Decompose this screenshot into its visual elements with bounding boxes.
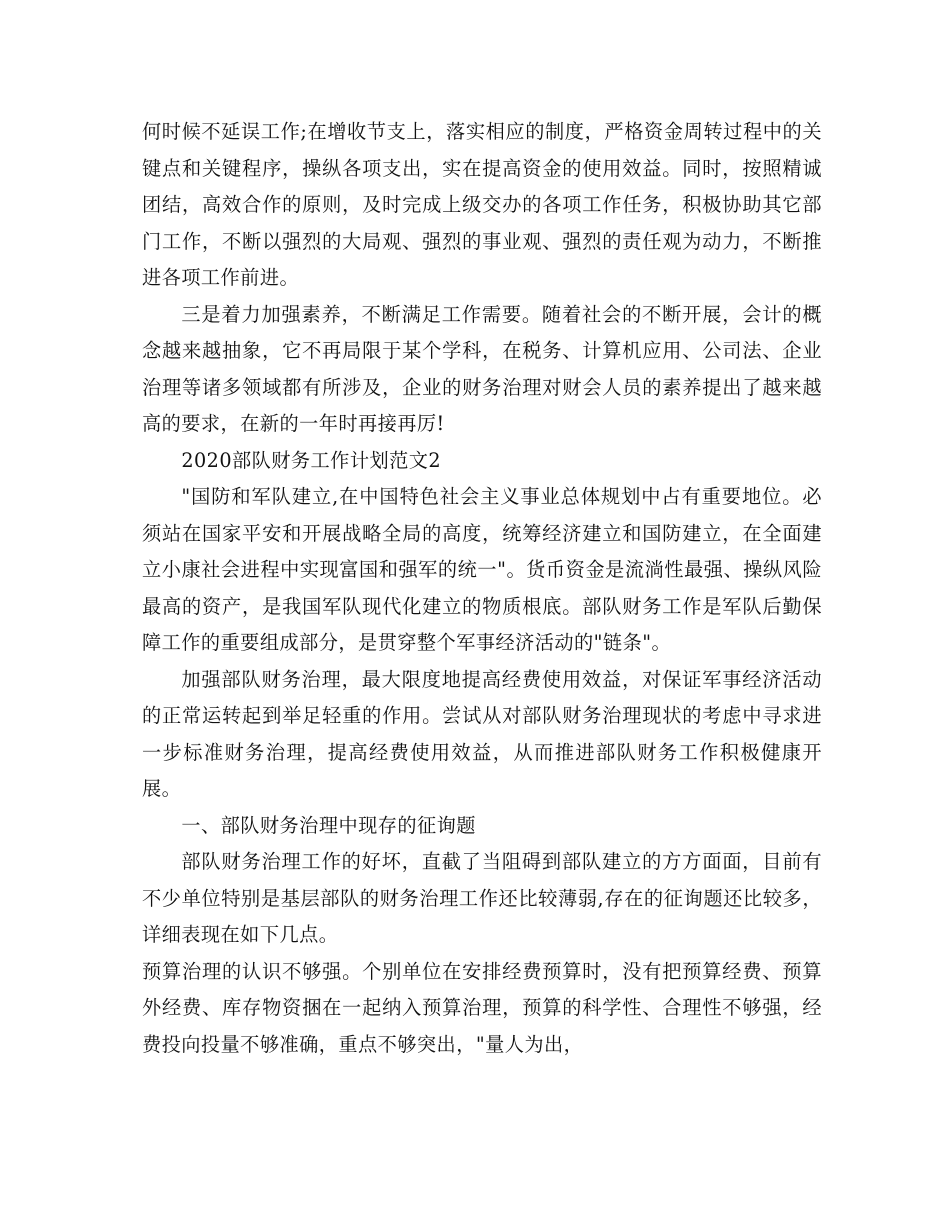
paragraph-quality-improvement: 三是着力加强素养，不断满足工作需要。随着社会的不断开展，会计的概念越来越抽象，它不再局限于某个学科，在税务、计算机应用、公司法、企业治理等诸多领域都有所涉及，企业的财务治理对财会人员的素养提出了越来越高的要求，在新的一年时再接再厉!: [142, 302, 822, 435]
paragraph-budget-awareness: 预算治理的认识不够强。个别单位在安排经费预算时，没有把预算经费、预算外经费、库存物资捆在一起纳入预算治理，预算的科学性、合理性不够强，经费投向投量不够准确，重点不够突出，"量人为出，: [142, 959, 822, 1056]
paragraph-continuation: 何时候不延误工作;在增收节支上，落实相应的制度，严格资金周转过程中的关键点和关键程序，操纵各项支出，实在提高资金的使用效益。同时，按照精诚团结，高效合作的原则，及时完成上级交办的各项工作任务，积极协助其它部门工作，不断以强烈的大局观、强烈的事业观、强烈的责任观为动力，不断推进各项工作前进。: [142, 120, 822, 289]
paragraph-management-quality: 部队财务治理工作的好坏，直截了当阻碍到部队建立的方方面面，目前有不少单位特别是基层部队的财务治理工作还比较薄弱,存在的征询题还比较多，详细表现在如下几点。: [142, 850, 822, 946]
section-title-existing-problems: 一、部队财务治理中现存的征询题: [181, 813, 476, 837]
document-body: [142, 114, 822, 1063]
paragraph-national-defense: "国防和军队建立,在中国特色社会主义事业总体规划中占有重要地位。必须站在国家平安和开展战略全局的高度，统筹经济建立和国防建立，在全面建立小康社会进程中实现富国和强军的统一"。货币资金是流淌性最强、操纵风险最高的资产，是我国军队现代化建立的物质根底。部队财务工作是军队后勤保障工作的重要组成部分，是贯穿整个军事经济活动的"链条"。: [142, 485, 822, 654]
paragraph-strengthen-management: 加强部队财务治理，最大限度地提高经费使用效益，对保证军事经济活动的正常运转起到举足轻重的作用。尝试从对部队财务治理现状的考虑中寻求进一步标准财务治理，提高经费使用效益，从而推进部队财务工作积极健康开展。: [142, 667, 822, 800]
section-title-plan-2: 2020部队财务工作计划范文2: [181, 448, 442, 472]
